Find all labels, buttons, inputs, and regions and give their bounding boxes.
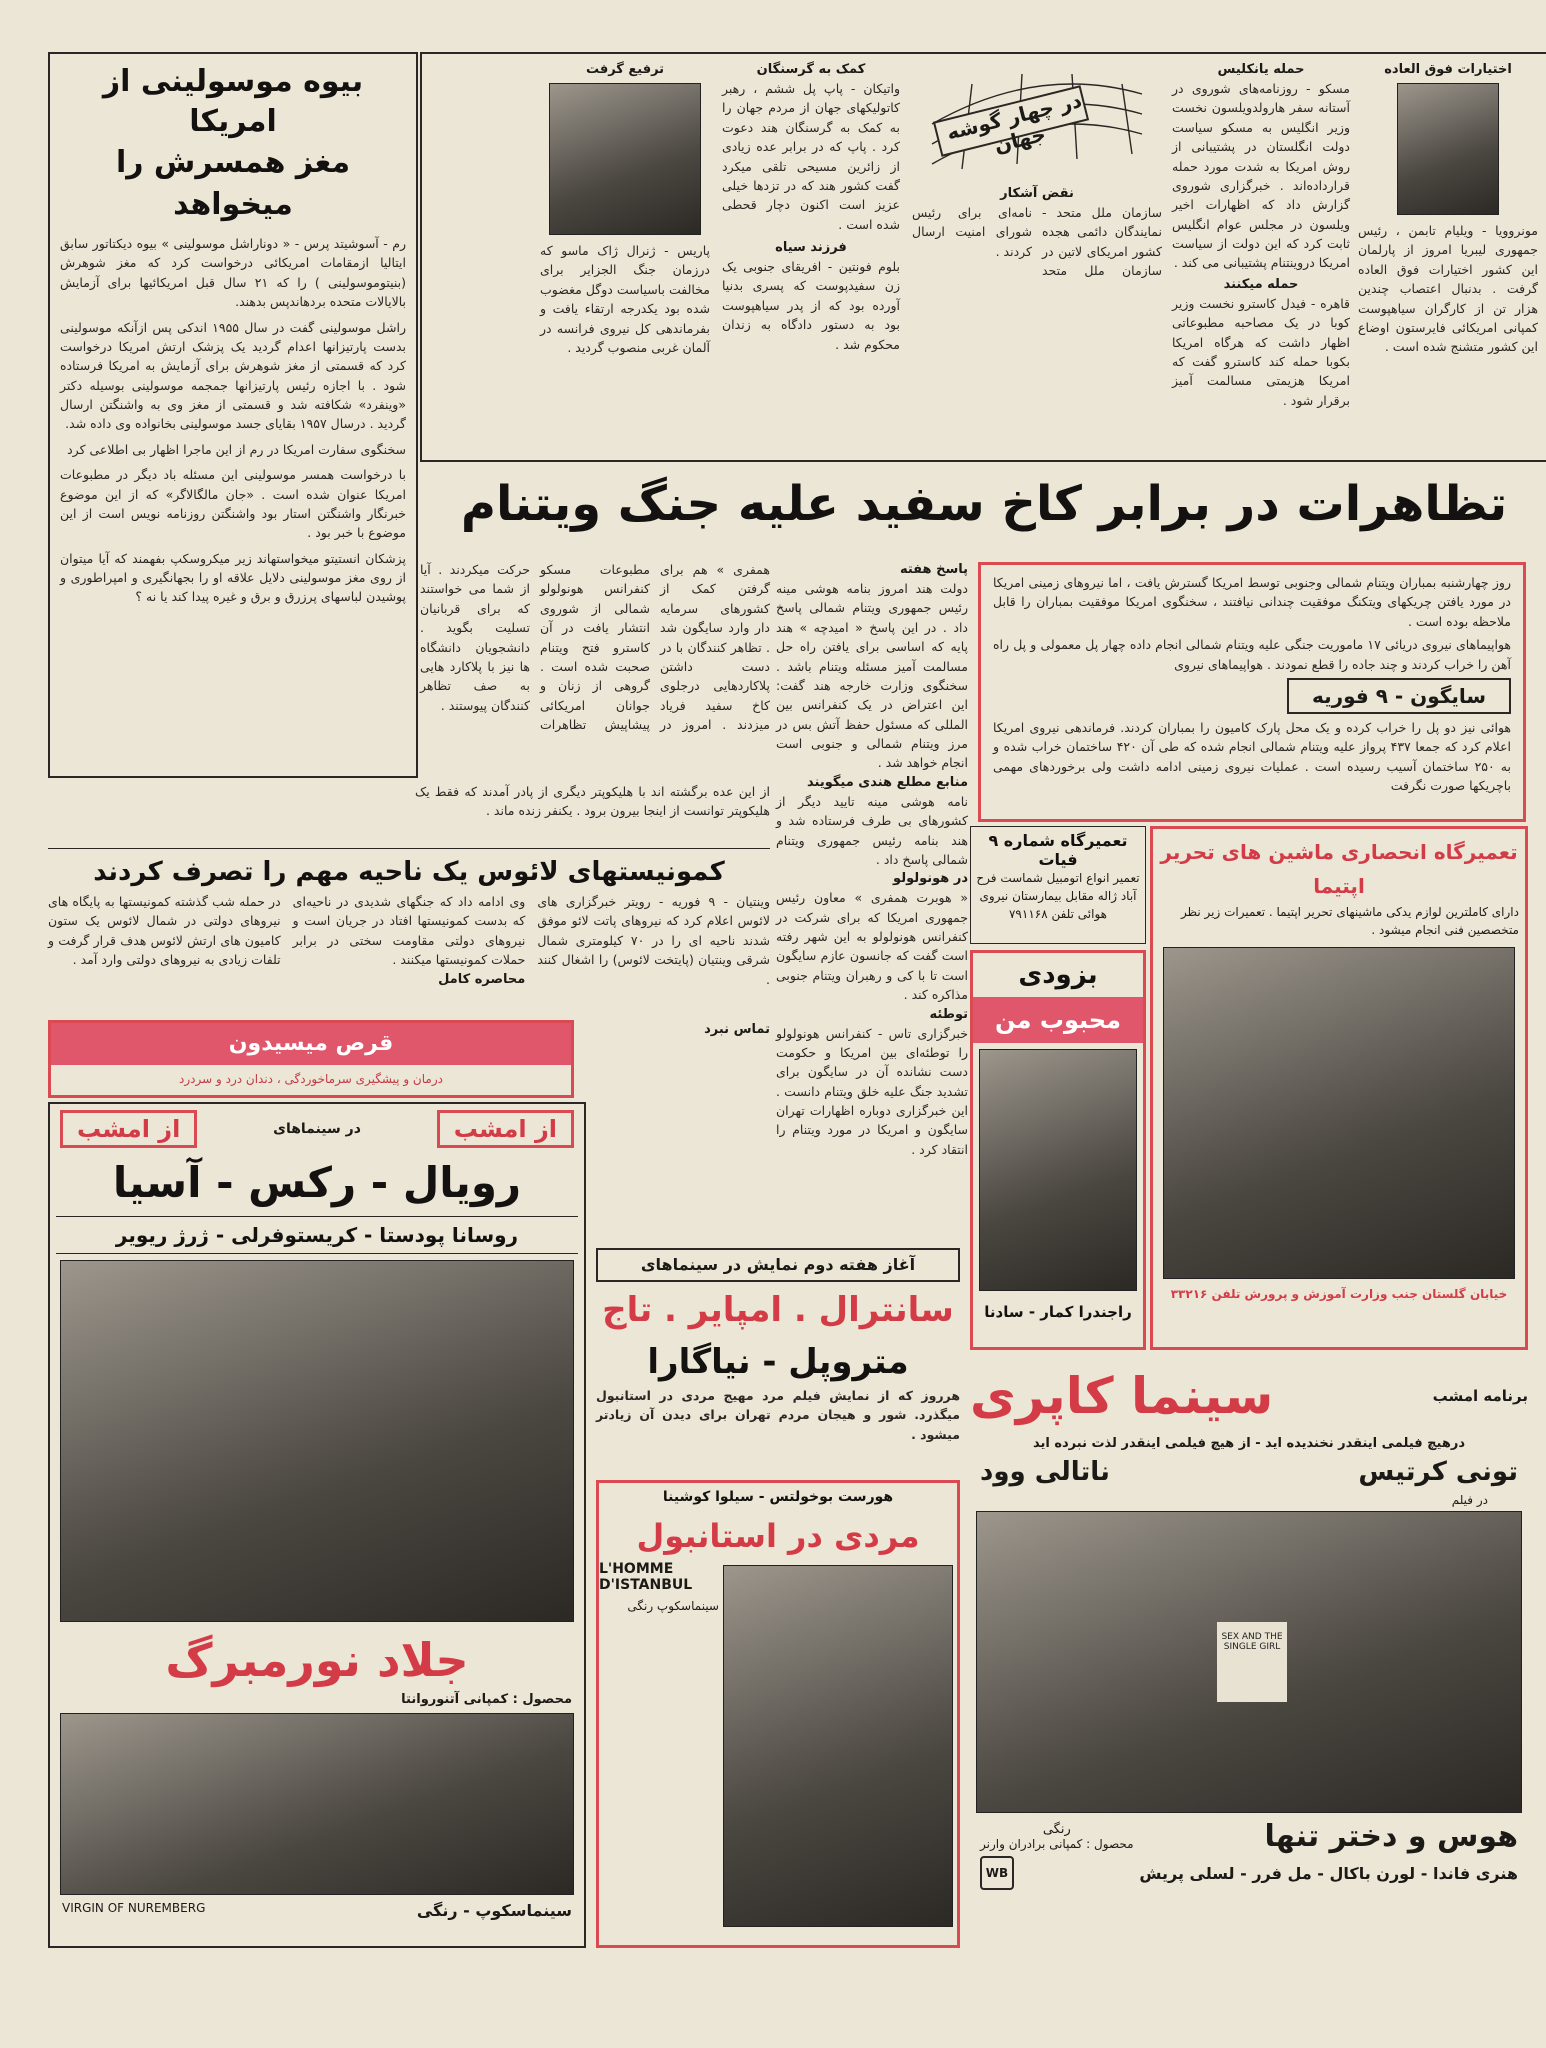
attack2-heading: حمله میکنند xyxy=(1223,276,1299,292)
attack-heading: حمله یانکلیس xyxy=(1217,62,1305,77)
cinemas2-line2: متروپل - نیاگارا xyxy=(647,1342,909,1382)
laos-sub1: محاصره کامل xyxy=(438,971,526,987)
natalie-wood: ناتالی وود xyxy=(980,1457,1110,1487)
capri-title: سینما کاپری xyxy=(970,1367,1274,1425)
optima-title: تعمیرگاه انحصاری ماشین های تحریر اپتیما xyxy=(1160,840,1518,898)
world-news-box xyxy=(420,52,1546,462)
help-column xyxy=(722,60,900,456)
mussolini-p2: راشل موسولینی گفت در سال ۱۹۵۵ اندکی پس ازآنکه موسولینی بدست پارتیزانها اعدام گردید یک پزشک ارتش امریکا درخواست کرد که قسمتی از مغز شوهرش برای آزمایش به امریکا فرستاده شود . با اجازه رئیس پارتیزانها جمجمه موسولینی بوسیله دکتر «وینفرد» شکافته شد و قسمتی از مغز وی به واشنگتن ارسال گردید . درسال ۱۹۵۷ بقایای جسد موسولینی بخانواده وی داده شد. xyxy=(60,319,406,432)
demo-article xyxy=(420,560,770,782)
promotion-column xyxy=(540,60,710,456)
answer-text-3: « هوبرت همفری » معاون رئیس جمهوری امریکا که برای شرکت در کنفرانس هونولولو به این شهر رفته است گفت که جانسون عازم سایگون است تا با کی و رهبران ویتنام جنوبی مذاکره کند . xyxy=(776,890,968,1003)
mussolini-p4: با درخواست همسر موسولینی این مسئله باد دیگر در مطبوعات امریکا عنوان شده است . «جان مالگالاگر» که از این موضوع خبرنگار واشنگتن استار بود واشنگتن روزنامه نویس است از این موضوع با خبر بود . xyxy=(60,467,406,541)
massu-photo xyxy=(549,83,701,235)
soon-label: بزودی xyxy=(1018,960,1098,990)
tony-curtis: تونی کرتیس xyxy=(1358,1457,1518,1487)
saigon-line: هواپیماهای نیروی دریائی ۱۷ ماموریت جنگی علیه ویتنام شمالی انجام داده چهار پل معمولی و پل راه آهن را خراب کردند و چند جاده را قطع نمودند . هواپیماهای نیروی xyxy=(993,637,1512,672)
helicopter-text: از این عده برگشته اند با هلیکوپتر دیگری از پادر آمدند که فقط یک هلیکوپتر توانست از اینجا بیرون برود . یکنفر زنده ماند . xyxy=(415,784,770,819)
saigon-bottom: هوائی نیز دو پل را خراب کرده و یک محل پارک کامیون را بمباران کردند. فرماندهی نیروی امریکا اعلام کرد که جمعا ۴۳۷ پرواز علیه ویتنام شمالی انجام شده که طی آن ۴۲۰ ساختمان خراب شده و به ۲۵۰ ساختمان آسیب رسیده است . عملیات نیروی زمینی ادامه داشت ولی برخوردهای مهمی باچریکها صورت نگرفت xyxy=(993,719,1512,793)
mahboob-ad xyxy=(970,950,1146,1350)
laos-col1: وینتیان - ۹ فوریه - رویتر خبرگزاری های لائوس اعلام کرد که نیروهای پاتت لائو موفق شدند ناحیه ای را در ۷۰ کیلومتری شمال شرقی وینتیان (پایتخت لائوس) را اشغال کنند . xyxy=(537,894,770,987)
istanbul-scope: سینماسکوپ رنگی xyxy=(627,1599,719,1613)
answer-text: دولت هند امروز بنامه هوشی مینه رئیس جمهوری ویتنام شمالی پاسخ داد . در این پاسخ « امیدچه » هند پایه که اساسی برای یافتن راه حل مسالمت آمیز مسئله ویتنام باشد . سخنگوی وزارت خارجه هند گفت: این اعتراض در یک کنفرانس بین المللی که مسئول حفظ آتش بس در مرز ویتنام شمالی و جنوبی است انجام خواهد شد . xyxy=(776,581,968,771)
answer-heading: پاسخ هفته xyxy=(899,562,968,577)
garage-title: تعمیرگاه شماره ۹ فیات xyxy=(988,831,1128,869)
son-text: بلوم فونتین - افریقای جنوبی یک زن سفیدپوست که پسری بدنیا آورده بود که از پدر سیاهپوست بود به دستور دادگاه به زندان محکوم شد . xyxy=(722,259,900,352)
in-film-label: در فیلم xyxy=(1451,1493,1488,1507)
cinemas2-line1: سانترال . امپایر . تاج xyxy=(602,1290,954,1330)
movie1-color: سینماسکوپ - رنگی xyxy=(416,1901,572,1920)
istanbul-title: مردی در استانبول xyxy=(636,1517,920,1555)
bottom-cast: هنری فاندا - لورن باکال - مل فرر - لسلی پریش xyxy=(1139,1863,1518,1883)
movie1-title: جلاد نورمبرگ xyxy=(165,1633,469,1687)
movie1-poster-art xyxy=(60,1260,574,1622)
optima-address: خیابان گلستان جنب وزارت آموزش و پرورش تلفن ۳۳۲۱۶ xyxy=(1170,1287,1508,1301)
attack-column xyxy=(1172,60,1350,456)
istanbul-ad xyxy=(596,1248,960,1948)
istanbul-stars: هورست بوخولتس - سیلوا کوشینا xyxy=(662,1489,894,1505)
mussolini-title-2: مغز همسرش را میخواهد xyxy=(115,145,351,222)
attack2-text: قاهره - فیدل کاسترو نخست وزیر کوبا در یک مصاحبه مطبوعاتی اظهار داشت که هرگاه امریکا بکوبا حمله کند کاسترو گفت که امریکا هزیمتی مسالمت آمیز برقرار شود . xyxy=(1172,295,1350,408)
week2-text: هرروز که از نمایش فیلم مرد مهیج مردی در استانبول میگذرد. شور و هیجان مردم تهران برای دیدن آن زیادتر میشود . xyxy=(596,1388,960,1442)
help-heading: کمک به گرسنگان xyxy=(756,62,866,77)
movie1-english: VIRGIN OF NUREMBERG xyxy=(62,1901,206,1915)
son-heading: فرزند سیاه xyxy=(775,240,847,255)
color-label: رنگی xyxy=(1042,1822,1071,1837)
saigon-top: روز چهارشنبه بمباران ویتنام شمالی وجنوبی توسط امریکا گسترش یافت ، اما نیروهای زمینی امریکا در مورد یافتن چریکهای ویتکنگ موفقیت چندانی نیافتند ، سخنگوی امریکا موفقیت بمباران را قابل ملاحظه بوده است . xyxy=(993,575,1511,629)
cinema-names: رویال - رکس - آسیا xyxy=(112,1158,522,1207)
mahboob-title: محبوب من xyxy=(973,997,1143,1043)
movie1-producer: محصول : کمپانی آتنوروانتا xyxy=(401,1692,572,1707)
mussolini-p1: رم - آسوشیتد پرس - « دوناراشل موسولینی » بیوه دیکتاتور سابق ایتالیا ازمقامات امریکائی درخواست کرد که مغز شوهرش (بنیتوموسولینی ) را که ۲۱ سال قبل امریکائیها برای آزمایش بالایالات متحده بردهاندپس بدهند. xyxy=(60,236,406,310)
help-text: واتیکان - پاپ پل ششم ، رهبر کاتولیکهای جهان از مردم جهان را به کمک به گرسنگان هند دعوت کرد . پاپ که در برابر عده زیادی از زائرین مسیحی تلقی میکرد گفت کشور هند که در تزدها خیلی عزیز است اکنون دچار قحطی شده است . xyxy=(722,81,900,232)
capri-photo xyxy=(976,1511,1522,1813)
violation-column xyxy=(912,184,1162,456)
laos-sub2: تماس نبرد xyxy=(704,1022,770,1037)
movie1-stars: روسانا پودستا - کریستوفرلی - ژرژ ریویر xyxy=(56,1216,578,1254)
capri-tagline: درهیچ فیلمی اینقدر نخندیده اید - از هیچ فیلمی اینقدر لذت نبرده اید xyxy=(1032,1436,1466,1451)
mussolini-article xyxy=(48,52,418,778)
violation-heading: نقض آشکار xyxy=(1000,186,1074,201)
pill-sub: درمان و پیشگیری سرماخوردگی ، دندان درد و سردرد xyxy=(179,1072,443,1086)
demo-text: همفری » هم برای گرفتن کمک از کشورهای سرمایه دار وارد سایگون شد . تظاهر کنندگان با در دست داشتن پلاکاردهایی درجلوی کاخ سفید فریاد میزدند . امروز در مطبوعات مسکو کنفرانس هونولولو شمالی از شوروی انتشار یافت در آن کاسترو فتح ویتنام صحبت شده است . گروهی از زنان و جوانان امریکائی پیشاپیش تظاهرات حرکت میکردند . آیا از شما می خواستند که برای قربانیان تسلیت بگوید . دانشجویان دانشگاه ها نیز با پلاکارد هایی به صف تظاهر کنندگان پیوستند . xyxy=(420,562,770,732)
garage-text: تعمیر انواع اتومبیل شماست فرح آباد ژاله مقابل بیمارستان نیروی هوائی تلفن ۷۹۱۱۶۸ xyxy=(976,871,1140,921)
tubman-photo xyxy=(1397,83,1499,215)
laos-col3: در حمله شب گذشته کمونیستها به پایگاه های نیروهای دولتی در شمال لائوس یک ستون کامیون های ارتش لائوس هدف قرار گرفت و تلفات زیادی به نیروهای دولتی وارد آمد . xyxy=(47,894,281,968)
wb-logo: WB xyxy=(980,1856,1014,1890)
helicopter-snippet xyxy=(48,782,770,842)
laos-headline: کمونیستهای لائوس یک ناحیه مهم را تصرف کردند xyxy=(93,857,725,887)
promotion-text: پاریس - ژنرال ژاک ماسو که درزمان جنگ الجزایر برای مخالفت باسیاست دوگل مغضوب شده بود یکدرجه ارتقاء یافت و بفرماندهی کل نیروی فرانسه در آلمان غربی منصوب گردید . xyxy=(540,243,710,355)
powers-column xyxy=(1358,60,1538,456)
answer-heading-4: توطئه xyxy=(929,1006,968,1022)
saigon-dateline: سایگون - ۹ فوریه xyxy=(1287,678,1511,714)
laos-extra xyxy=(586,1020,770,1140)
book-cover: SEX AND THE SINGLE GIRL xyxy=(1217,1622,1287,1702)
world-banner-title: در چهار گوشه جهان xyxy=(944,87,1085,158)
mussolini-p5: پزشکان انستیتو میخواستهاند زیر میکروسکپ بفهمند که آیا میتوان از روی مغز موسولینی دلایل علاقه او را بجهانگیری و امپراطوری و پوشیدن لباسهای پرزرق و برق و غیره پیدا کند یا نه ؟ xyxy=(60,550,406,605)
divider-snippet xyxy=(48,848,770,849)
answer-article xyxy=(776,560,968,1157)
capri-ad xyxy=(970,1356,1528,1948)
mussolini-title-1: بیوه موسولینی از امریکا xyxy=(102,64,364,139)
optima-text: دارای کاملترین لوازم یدکی ماشینهای تحریر اپتیما . تعمیرات زیر نظر متخصصین فنی انجام میشود . xyxy=(1180,905,1519,937)
violation-text: سازمان ملل متحد - نمایندگان دائمی هجده کشور امریکای لاتین در سازمان ملل متحد نامه‌ای برای رئیس شورای امنیت ارسال کردند . xyxy=(912,205,1162,279)
cinemas-ad xyxy=(48,1102,586,1948)
istanbul-photo xyxy=(723,1565,953,1927)
istanbul-english: L'HOMME D'ISTANBUL xyxy=(599,1561,693,1593)
wb-producer: محصول : کمپانی برادران وارنر xyxy=(980,1837,1134,1851)
laos-col2: وی ادامه داد که جنگهای شدیدی در ناحیه‌ای که بدست کمونیستها افتاد در جریان است و نیروهای دولتی مقاومت سختی در برابر حملات کمونیستها میکنند . xyxy=(292,894,526,968)
pill-title: قرص میسیدون xyxy=(51,1023,571,1065)
movie1-photo-strip xyxy=(60,1713,574,1895)
pill-ad xyxy=(48,1020,574,1098)
fiat-garage-ad xyxy=(970,826,1146,944)
promotion-heading: ترفیع گرفت xyxy=(585,62,665,77)
saigon-article xyxy=(978,562,1526,822)
answer-heading-3: در هونولولو xyxy=(893,871,968,887)
from-tonight-left: از امشب xyxy=(437,1110,574,1148)
answer-heading-2: منابع مطلع هندی میگویند xyxy=(807,774,968,790)
main-headline: تظاهرات در برابر کاخ سفید علیه جنگ ویتنام xyxy=(460,476,1508,532)
answer-text-4: خبرگزاری تاس - کنفرانس هونولولو را توطئه‌ای بین امریکا و حکومت دست نشانده آن در سایگون برای تشدید جنگ علیه خلق ویتنام دانست . این خبرگزاری دوباره اظهارات تهران سایگون و امریکا در مورد ویتنام را انتقاد کرد . xyxy=(776,1025,968,1157)
mahboob-cast: راجندرا کمار - سادنا xyxy=(984,1303,1132,1321)
answer-text-2: نامه هوشی مینه تایید دیگر از کشورهای بی طرف فرستاده شد و هند بنامه رئیس جمهوری ویتنام شمالی پاسخ داد . xyxy=(776,793,968,867)
mussolini-p3: سخنگوی سفارت امریکا در رم از این ماجرا اظهار بی اطلاعی کرد xyxy=(67,441,406,457)
in-cinemas-label: در سینماهای xyxy=(273,1121,361,1137)
istanbul-poster xyxy=(596,1480,960,1948)
capri-program: برنامه امشب xyxy=(1432,1387,1528,1405)
sex-title: هوس و دختر تنها xyxy=(1264,1819,1518,1854)
optima-ad xyxy=(1150,826,1528,1350)
optima-photo xyxy=(1163,947,1515,1279)
mahboob-photo xyxy=(979,1049,1137,1291)
world-banner xyxy=(912,64,1162,174)
powers-text: مونروویا - ویلیام تابمن ، رئیس جمهوری لیبریا امروز از پارلمان این کشور اختیارات فوق العاده گرفت . بدنبال اعتصاب چندین هزار تن از کارگران سیاهپوست کمپانی امریکائی فایرستون اوضاع این کشور متشنج شده است . xyxy=(1358,223,1538,355)
attack-text: مسکو - روزنامه‌های شوروی در آستانه سفر هارولدویلسون نخست وزیر انگلیس به مسکو سیاست دولت انگلستان در پشتیبانی از روش امریکا به شدت مورد حمله قرارداده‌اند . خبرگزاری شوروی گزارش داد که اظهارات اخیر ویلسون در مجلس عوام انگلیس ثابت کرد که این دولت از سیاست امریکا دروینتنام پشتیبانی می کند . xyxy=(1172,81,1350,271)
powers-heading: اختیارات فوق العاده xyxy=(1384,62,1512,77)
week2-banner: آغاز هفته دوم نمایش در سینماهای xyxy=(596,1248,960,1282)
from-tonight-right: از امشب xyxy=(60,1110,197,1148)
